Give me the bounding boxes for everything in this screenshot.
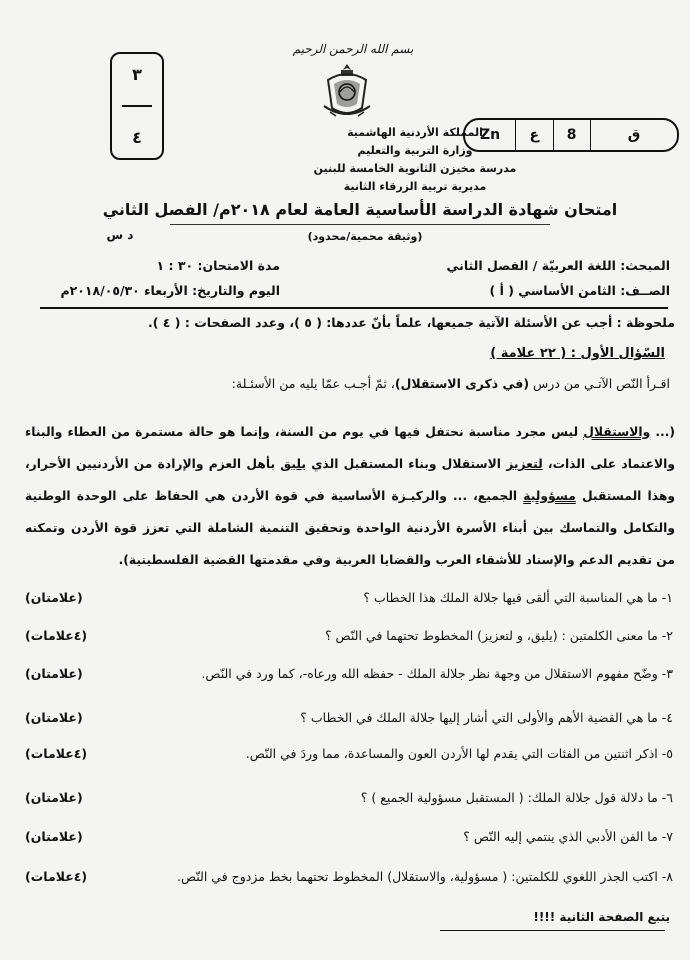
- question-item: [25, 666, 673, 681]
- question-marks: (علامتان): [25, 790, 83, 805]
- question-text: ٨- اكتب الجذر اللغوي للكلمتين: ( مسؤولية، والاستقلال) المخطوط تحتهما بخط مزدوج في النّص.: [176, 869, 673, 884]
- question-item: [25, 710, 673, 725]
- question-item: [25, 746, 673, 761]
- duration-label: مدة الامتحان: ٣٠ : ١: [156, 258, 280, 273]
- question-text: ٦- ما دلالة قول جلالة الملك: ( المستقبل مسؤولية الجميع ) ؟: [360, 790, 673, 805]
- question-item: [25, 790, 673, 805]
- question-one-title: السّؤال الأول : ( ٢٢ علامة ): [490, 346, 665, 361]
- reading-passage: [25, 416, 675, 576]
- document-note: (وثيقة محمية/محدود): [307, 230, 423, 243]
- school-name: مدرسة مخيزن الثانوية الخامسة للبنين: [313, 162, 517, 175]
- code-cell: 8: [553, 120, 590, 150]
- ministry-name: وزارة التربية والتعليم: [357, 144, 473, 157]
- question-marks: (علامتان): [25, 666, 83, 681]
- jordan-emblem-icon: [316, 58, 378, 122]
- lesson-name: (في ذكرى الاستقلال): [394, 376, 530, 391]
- code-cell: ق: [590, 120, 677, 150]
- reading-instruction: [200, 376, 670, 391]
- question-text: ٥- اذكر اثنتين من الفئات التي يقدم لها الأردن العون والمساعدة، مما وردَ في النّص.: [245, 746, 673, 761]
- passage-underlined-word: لتعزيز: [506, 457, 543, 471]
- question-marks: (٤علامات): [25, 746, 88, 761]
- kingdom-name: المملكة الأردنية الهاشمية: [347, 126, 483, 139]
- time-units-label: د س: [106, 228, 134, 242]
- question-item: [25, 628, 673, 643]
- instruction-text: ، ثمّ أجـب عمّا يليه من الأسئـلة:: [231, 376, 395, 391]
- page-number: ٣: [132, 64, 142, 84]
- question-marks: (علامتان): [25, 829, 83, 844]
- passage-underlined-word: والاستقلال: [583, 425, 651, 439]
- header-divider: [40, 307, 668, 309]
- instruction-text: اقـرأ النّص الآتـي من درس: [529, 376, 670, 391]
- question-text: ١- ما هي المناسبة التي ألقى فيها جلالة الملك هذا الخطاب ؟: [363, 590, 673, 605]
- code-cell: ع: [515, 120, 552, 150]
- passage-text: الجميع، ... والركيـزة الأساسية في قوة الأردن هي الحفاظ على الوحدة الوطنية والتكامل والتماسك بين أبناء الأسرة الأردنية الواحدة وتحقيق التنمية الشاملة التي تعزز قوة الأردن وتمكنه من تقديم الدعم والإسناد للأشقاء العرب والقضايا العربية وفي مقدمتها القضية الفلسطينية).: [25, 489, 675, 567]
- passage-text: (...: [650, 425, 676, 439]
- question-marks: (٤علامات): [25, 628, 88, 643]
- question-marks: (علامتان): [25, 590, 83, 605]
- code-cell: Zn: [479, 127, 501, 143]
- footer-underline: [440, 930, 665, 931]
- exam-note: ملحوظة : أجب عن الأسئلة الآتية جميعها، علماً بأنّ عددها: ( ٥ )، وعدد الصفحات : ( ٤ ).: [147, 315, 675, 330]
- question-text: ٢- ما معنى الكلمتين : (يليق، و لتعزيز) المخطوط تحتهما في النّص ؟: [324, 628, 673, 643]
- question-item: [25, 590, 673, 605]
- page-number-box: [110, 52, 164, 160]
- passage-underlined-word: مسؤولية: [523, 489, 576, 503]
- question-marks: (٤علامات): [25, 869, 88, 884]
- page-total: ٤: [132, 128, 142, 148]
- page-divider: [122, 105, 152, 107]
- passage-underlined-word: يليق: [280, 457, 307, 471]
- question-marks: (علامتان): [25, 710, 83, 725]
- question-item: [25, 869, 673, 884]
- passage-text: بأهل العزم والإرادة من الأردنيين الأحرار، وهذا المستقبل: [25, 457, 675, 503]
- title-underline: [170, 224, 550, 225]
- question-text: ٤- ما هي القضية الأهم والأولى التي أشار إليها جلالة الملك في الخطاب ؟: [300, 710, 673, 725]
- exam-title: امتحان شهادة الدراسة الأساسية العامة لعام ٢٠١٨م/ الفصل الثاني: [102, 200, 618, 219]
- question-item: [25, 829, 673, 844]
- exam-date-label: اليوم والتاريخ: الأربعاء ٢٠١٨/٠٥/٣٠م: [60, 283, 280, 298]
- question-text: ٧- ما الفن الأدبي الذي ينتمي إليه النّص ؟: [463, 829, 673, 844]
- grade-label: الصــف: الثامن الأساسي ( أ ): [489, 283, 670, 298]
- directorate-name: مديرية تربية الزرقاء الثانية: [343, 180, 487, 193]
- continue-note: يتبع الصفحة الثانية !!!!: [533, 910, 670, 924]
- passage-text: الاستقلال وبناء المستقبل الذي: [306, 457, 507, 471]
- passage-text: ليس مجرد مناسبة نحتفل فيها في يوم من السنة، وإنما هو حالة مستمرة من العطاء والبناء والاعتماد على الذات،: [25, 425, 675, 471]
- subject-label: المبحث: اللغة العربيّة / الفصل الثاني: [446, 258, 670, 273]
- basmala: بسم الله الرحمن الرحيم: [292, 42, 414, 56]
- question-text: ٣- وضّح مفهوم الاستقلال من وجهة نظر جلالة الملك - حفظه الله ورعاه-، كما ورد في النّص.: [201, 666, 673, 681]
